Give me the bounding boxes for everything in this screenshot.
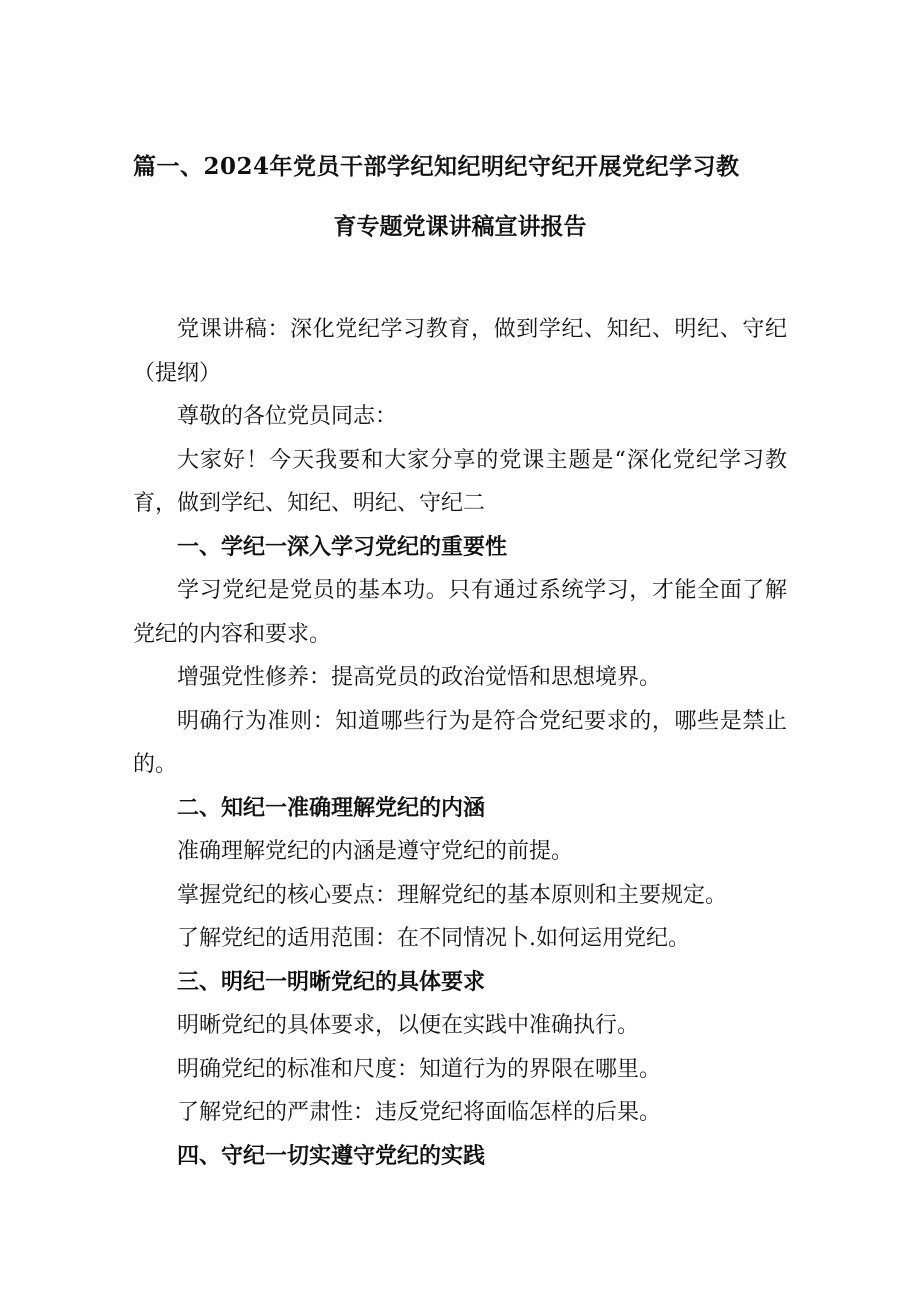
paragraph: 学习党纪是党员的基本功。只有通过系统学习，才能全面了解党纪的内容和要求。 xyxy=(133,578,787,647)
section-heading: 一、学纪一深入学习党纪的重要性 xyxy=(177,533,508,560)
paragraph: 大家好！今天我要和大家分享的党课主题是“深化党纪学习教育，做到学纪、知纪、明纪、守纪二 xyxy=(133,447,787,516)
paragraph: 准确理解党纪的内涵是遵守党纪的前提。 xyxy=(177,839,574,864)
paragraph: 增强党性修养：提高党员的政治觉悟和思想境界。 xyxy=(177,665,662,690)
paragraph: 明确行为准则：知道哪些行为是符合党纪要求的，哪些是禁止的。 xyxy=(133,708,787,777)
paragraph: 尊敬的各位党员同志： xyxy=(177,404,398,429)
document-title-line-2: 育专题党课讲稿宣讲报告 xyxy=(333,213,587,240)
section-heading: 四、守纪一切实遵守党纪的实践 xyxy=(177,1142,486,1169)
paragraph: 明晰党纪的具体要求，以便在实践中准确执行。 xyxy=(177,1013,640,1038)
section-heading: 二、知纪一准确理解党纪的内涵 xyxy=(177,794,486,821)
paragraph: 了解党纪的适用范围：在不同情况卜.如何运用党纪。 xyxy=(177,926,690,951)
paragraph: 掌握党纪的核心要点：理解党纪的基本原则和主要规定。 xyxy=(177,882,728,908)
paragraph: 党课讲稿：深化党纪学习教育，做到学纪、知纪、明纪、守纪（提纲） xyxy=(133,317,787,386)
section-heading: 三、明纪一明晰党纪的具体要求 xyxy=(177,968,486,995)
paragraph: 明确党纪的标准和尺度：知道行为的界限在哪里。 xyxy=(177,1056,662,1082)
document-body xyxy=(133,308,787,1178)
document-title-line-1: 篇一、2024年党员干部学纪知纪明纪守纪开展党纪学习教 xyxy=(133,153,740,180)
paragraph: 了解党纪的严肃性：违反党纪将面临怎样的后果。 xyxy=(177,1100,662,1125)
